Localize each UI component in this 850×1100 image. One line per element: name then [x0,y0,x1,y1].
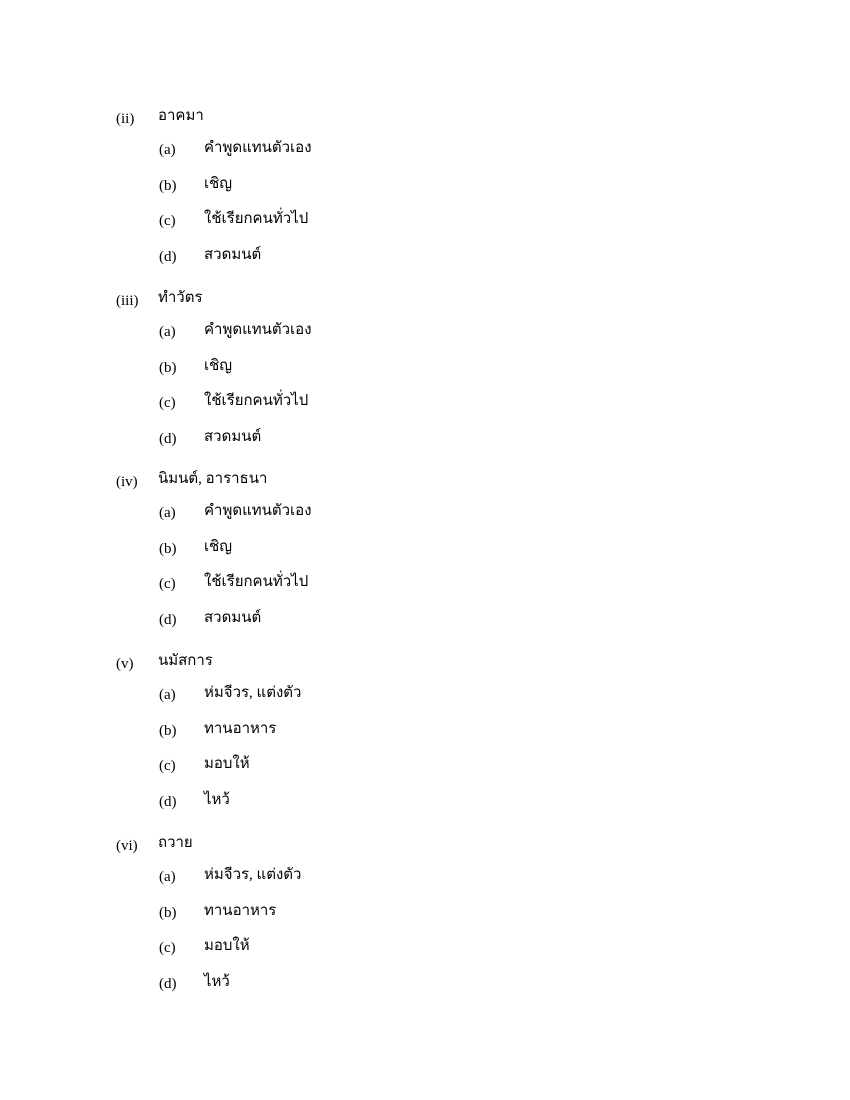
option-a [116,862,516,898]
question-number: (iii) [116,293,139,309]
option-d [116,242,516,278]
option-text: ไหว้ [204,973,230,990]
question-text: นมัสการ [158,653,213,669]
option-text: คำพูดแทนตัวเอง [204,140,312,156]
option-d [116,424,516,460]
question-number: (vi) [116,838,138,854]
question-iii [116,286,516,459]
option-text: สวดมนต์ [204,609,262,626]
option-letter: (a) [159,324,176,340]
option-letter: (b) [159,359,177,376]
option-text: สวดมนต์ [204,428,262,445]
question-text: นิมนต์, อาราธนา [158,471,268,487]
question-stem [116,831,516,855]
option-text: เชิญ [204,175,233,192]
option-d [116,787,516,823]
option-list [116,498,516,640]
option-text: ทานอาหาร [204,902,277,919]
option-text: ใช้เรียกคนทั่วไป [204,393,309,409]
option-text: มอบให้ [204,756,250,772]
option-letter: (c) [159,576,176,592]
option-list [116,135,516,277]
option-list [116,317,516,459]
option-a [116,498,516,534]
option-letter: (a) [159,869,176,885]
option-b [116,534,516,570]
option-text: คำพูดแทนตัวเอง [204,503,312,519]
option-text: เชิญ [204,538,233,555]
option-letter: (a) [159,505,176,521]
option-text: ห่มจีวร, แต่งตัว [204,867,302,883]
option-a [116,135,516,171]
option-letter: (d) [159,611,177,628]
question-stem [116,286,516,310]
option-b [116,353,516,389]
option-letter: (a) [159,142,176,158]
option-list [116,862,516,1004]
option-c [116,569,516,605]
question-ii [116,104,516,277]
option-c [116,751,516,787]
option-letter: (d) [159,975,177,992]
option-text: ใช้เรียกคนทั่วไป [204,574,309,590]
option-text: ไหว้ [204,791,230,808]
question-text: ถวาย [158,835,193,851]
option-text: คำพูดแทนตัวเอง [204,322,312,338]
question-number: (ii) [116,111,135,127]
option-letter: (b) [159,722,177,739]
option-letter: (c) [159,940,176,956]
question-text: อาคมา [158,108,204,124]
option-b [116,716,516,752]
option-a [116,317,516,353]
question-number: (iv) [116,474,138,490]
option-letter: (d) [159,793,177,810]
option-list [116,680,516,822]
option-d [116,605,516,641]
option-letter: (d) [159,248,177,265]
option-letter: (a) [159,687,176,703]
option-letter: (b) [159,540,177,557]
question-number: (v) [116,656,134,672]
question-text: ทำวัตร [158,290,203,306]
question-iv [116,467,516,640]
option-c [116,933,516,969]
option-text: ใช้เรียกคนทั่วไป [204,211,309,227]
question-stem [116,649,516,673]
option-letter: (b) [159,177,177,194]
option-a [116,680,516,716]
option-letter: (c) [159,758,176,774]
question-v [116,649,516,822]
option-c [116,206,516,242]
option-d [116,969,516,1005]
option-c [116,388,516,424]
option-text: ทานอาหาร [204,720,277,737]
option-b [116,171,516,207]
question-vi [116,831,516,1004]
option-letter: (c) [159,395,176,411]
option-letter: (b) [159,904,177,921]
question-stem [116,467,516,491]
option-text: สวดมนต์ [204,246,262,263]
option-b [116,898,516,934]
option-letter: (d) [159,430,177,447]
option-letter: (c) [159,213,176,229]
option-text: มอบให้ [204,938,250,954]
question-stem [116,104,516,128]
option-text: ห่มจีวร, แต่งตัว [204,685,302,701]
option-text: เชิญ [204,357,233,374]
